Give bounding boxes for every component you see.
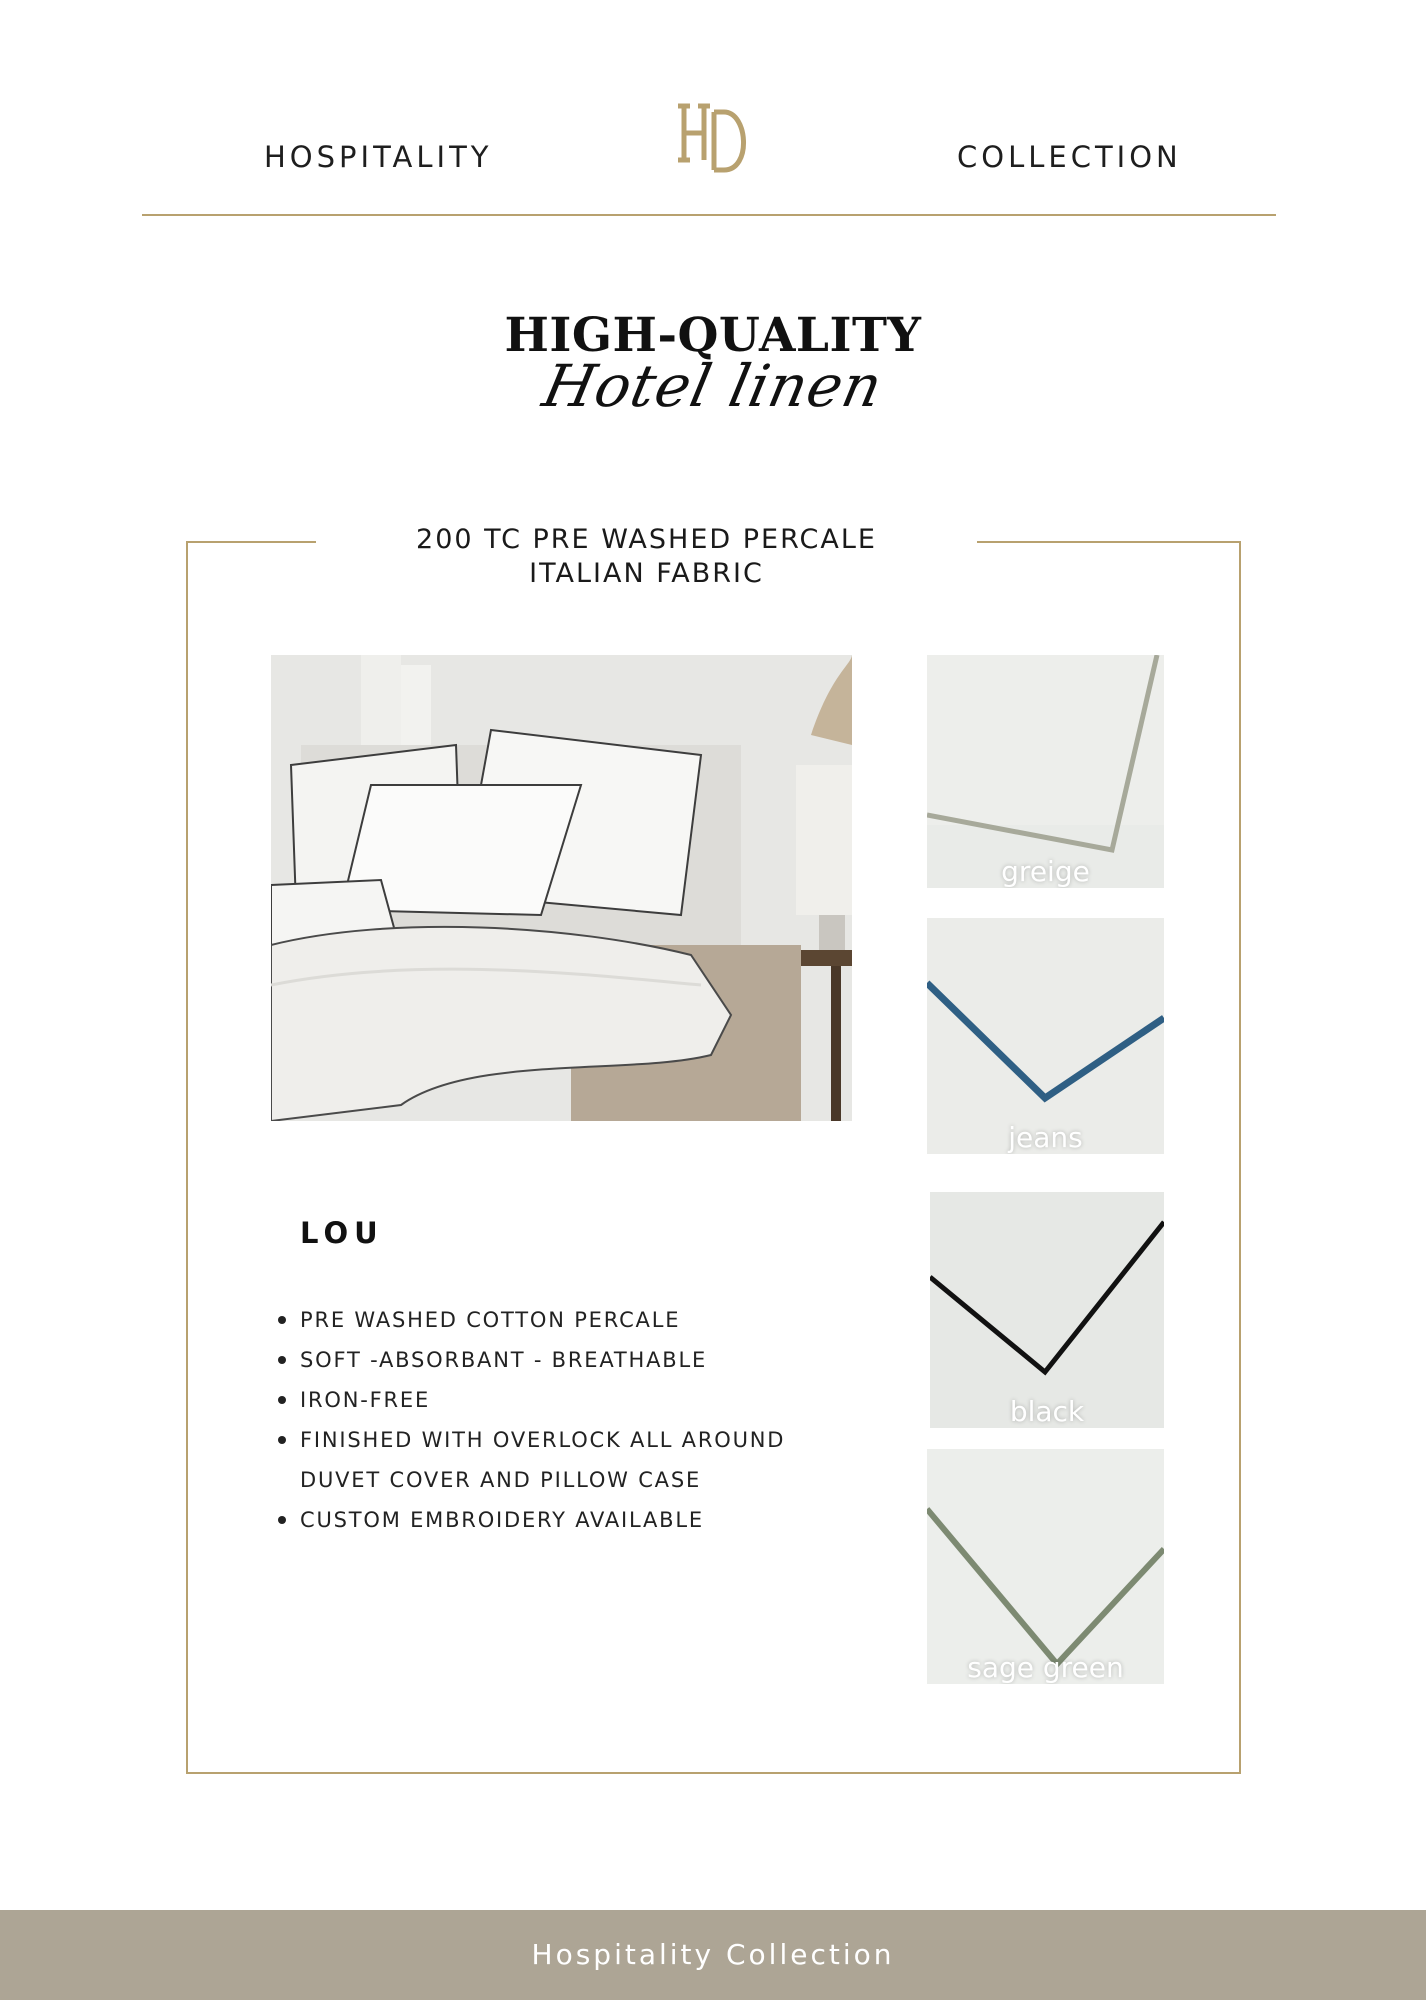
list-item: FINISHED WITH OVERLOCK ALL AROUND (278, 1420, 838, 1460)
hd-monogram-logo (670, 98, 760, 178)
list-item: SOFT -ABSORBANT - BREATHABLE (278, 1340, 838, 1380)
bullet-icon (278, 1436, 286, 1444)
swatch-black-label: black (1009, 1395, 1085, 1428)
header-right-word: COLLECTION (957, 140, 1182, 174)
frame-top-right (977, 541, 1241, 543)
swatch-greige-label: greige (1001, 855, 1090, 888)
product-name: LOU (300, 1216, 384, 1250)
script-subtitle: Hotel linen (537, 352, 889, 420)
list-item: CUSTOM EMBROIDERY AVAILABLE (278, 1500, 838, 1540)
bullet-icon (278, 1356, 286, 1364)
bullet-icon (278, 1316, 286, 1324)
bed-linen-photo (271, 655, 852, 1121)
feature-list (278, 1300, 838, 1540)
footer-text: Hospitality Collection (531, 1938, 895, 1971)
frame-top-left (186, 541, 316, 543)
header-left-word: HOSPITALITY (264, 140, 493, 174)
list-item: IRON-FREE (278, 1380, 838, 1420)
swatch-sage-green (927, 1449, 1164, 1684)
bullet-icon (278, 1516, 286, 1524)
footer-bar (0, 1910, 1426, 2000)
header-divider (142, 214, 1276, 216)
swatch-jeans-label: jeans (1008, 1121, 1083, 1154)
swatch-sage-green-label: sage green (967, 1651, 1124, 1684)
fabric-line-1: 200 TC PRE WASHED PERCALE (416, 524, 877, 555)
headline: HIGH-QUALITY (504, 308, 922, 363)
fabric-line-2: ITALIAN FABRIC (529, 558, 764, 589)
swatch-jeans (927, 918, 1164, 1154)
swatch-black (930, 1192, 1164, 1428)
list-item: PRE WASHED COTTON PERCALE (278, 1300, 838, 1340)
swatch-greige (927, 655, 1164, 888)
frame-right (1239, 541, 1241, 1774)
frame-left (186, 541, 188, 1774)
frame-bottom (186, 1772, 1241, 1774)
bullet-icon (278, 1396, 286, 1404)
list-item-continuation: DUVET COVER AND PILLOW CASE (300, 1468, 702, 1492)
